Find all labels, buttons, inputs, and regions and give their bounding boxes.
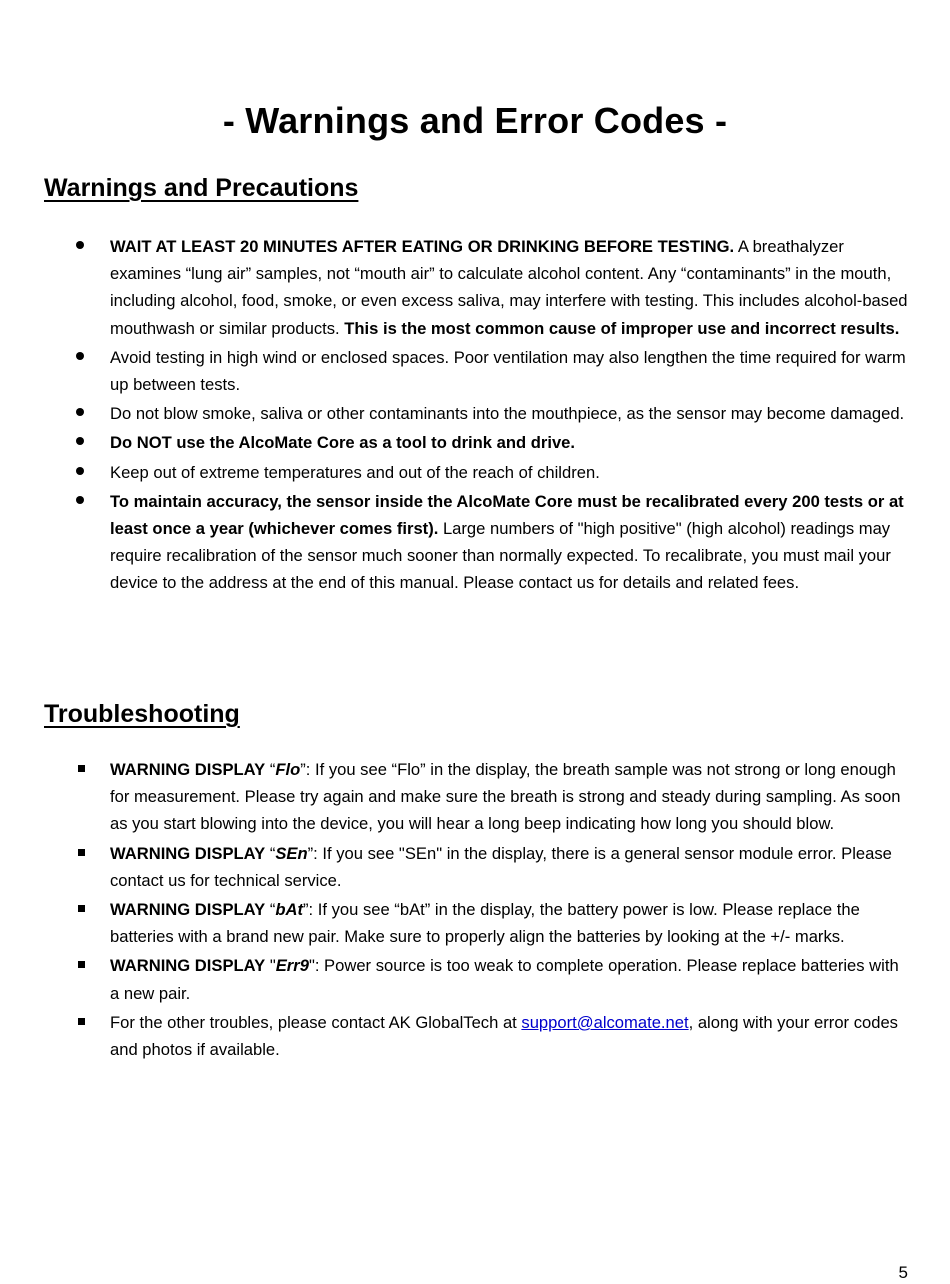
warning-display-label: WARNING DISPLAY (110, 956, 266, 976)
quote-mark: “ (265, 900, 276, 920)
quote-mark: " (265, 956, 276, 976)
list-item (0, 233, 950, 342)
troubleshooting-list (0, 756, 950, 1065)
bullet-square-icon (78, 765, 85, 772)
list-item (0, 429, 950, 456)
bullet-square-icon (78, 961, 85, 968)
bullet-dot-icon (76, 437, 84, 445)
warning-display-label: WARNING DISPLAY (110, 760, 266, 779)
item-text: : Power source is too weak to complete operation. Please replace batteries with a new pair. (110, 956, 899, 1003)
error-code: Err9 (275, 956, 309, 976)
bullet-square-icon (78, 849, 85, 856)
item-text: A breathalyzer examines “lung air” samples, not “mouth air” to calculate alcohol content. Any “contaminants” in the mouth, including alcohol, food, smoke, or even excess saliva, may interfere with testing. This includes alcohol-based mouthwash or similar products. (110, 237, 908, 338)
quote-mark: ” (303, 900, 309, 920)
page-title: - Warnings and Error Codes - (222, 100, 728, 141)
item-text: : If you see “Flo” in the display, the breath sample was not strong or long enough for measurement. Please try again and make sure the breath is strong and steady during sampling. As soon as you start blowing into the device, you will hear a long beep indicating how long you should blow. (110, 760, 901, 834)
item-text: , along with your error codes and photos if available. (110, 1012, 898, 1060)
page-number: 5 (898, 1263, 908, 1282)
bullet-dot-icon (76, 408, 84, 416)
item-bold-lead: WAIT AT LEAST 20 MINUTES AFTER EATING OR DRINKING BEFORE TESTING. (110, 237, 735, 256)
quote-mark: ” (300, 760, 306, 779)
item-text: Do not blow smoke, saliva or other contaminants into the mouthpiece, as the sensor may become damaged. (110, 404, 905, 424)
item-bold-lead: To maintain accuracy, the sensor inside the AlcoMate Core must be recalibrated every 200 tests or at least once a year (whichever comes first). (110, 491, 904, 539)
list-item (0, 1009, 950, 1063)
troubleshooting-heading: Troubleshooting (44, 700, 240, 728)
error-code: SEn (275, 843, 308, 863)
item-text: : If you see "SEn" in the display, there is a general sensor module error. Please contact us for technical service. (110, 843, 892, 890)
support-email-link[interactable]: support@alcomate.net (521, 1012, 689, 1032)
list-item (0, 952, 950, 1006)
quote-mark: ” (307, 843, 314, 863)
list-item (0, 756, 950, 838)
bullet-dot-icon (76, 496, 84, 504)
list-item (0, 344, 950, 398)
list-item (0, 488, 950, 597)
error-code: bAt (275, 900, 303, 920)
bullet-dot-icon (76, 352, 84, 360)
item-bold-lead: Do NOT use the AlcoMate Core as a tool to drink and drive. (110, 433, 576, 453)
item-bold-tail: This is the most common cause of improper use and incorrect results. (344, 318, 900, 338)
item-text: : If you see “bAt” in the display, the battery power is low. Please replace the batteries with a brand new pair. Make sure to properly align the batteries by looking at the +/- marks. (110, 900, 860, 947)
bullet-square-icon (78, 905, 85, 912)
list-item (0, 400, 950, 427)
error-code: Flo (275, 760, 301, 779)
list-item (0, 840, 950, 894)
quote-mark: " (308, 956, 315, 976)
item-text: Large numbers of "high positive" (high alcohol) readings may require recalibration of the sensor much sooner than normally expected. To recalibrate, you must mail your device to the address at the end of this manual. Please contact us for details and related fees. (110, 519, 891, 593)
warning-display-label: WARNING DISPLAY (110, 900, 266, 920)
bullet-square-icon (78, 1018, 85, 1025)
quote-mark: “ (265, 760, 276, 779)
warnings-list (0, 233, 950, 599)
bullet-dot-icon (76, 467, 84, 475)
item-text: For the other troubles, please contact AK GlobalTech at (110, 1012, 522, 1032)
item-text: Avoid testing in high wind or enclosed spaces. Poor ventilation may also lengthen the time required for warm up between tests. (110, 347, 906, 395)
warnings-heading: Warnings and Precautions (44, 174, 359, 202)
list-item (0, 896, 950, 950)
bullet-dot-icon (76, 241, 84, 249)
warning-display-label: WARNING DISPLAY (110, 843, 266, 863)
quote-mark: “ (265, 843, 276, 863)
list-item (0, 459, 950, 486)
item-text: Keep out of extreme temperatures and out of the reach of children. (110, 462, 600, 482)
